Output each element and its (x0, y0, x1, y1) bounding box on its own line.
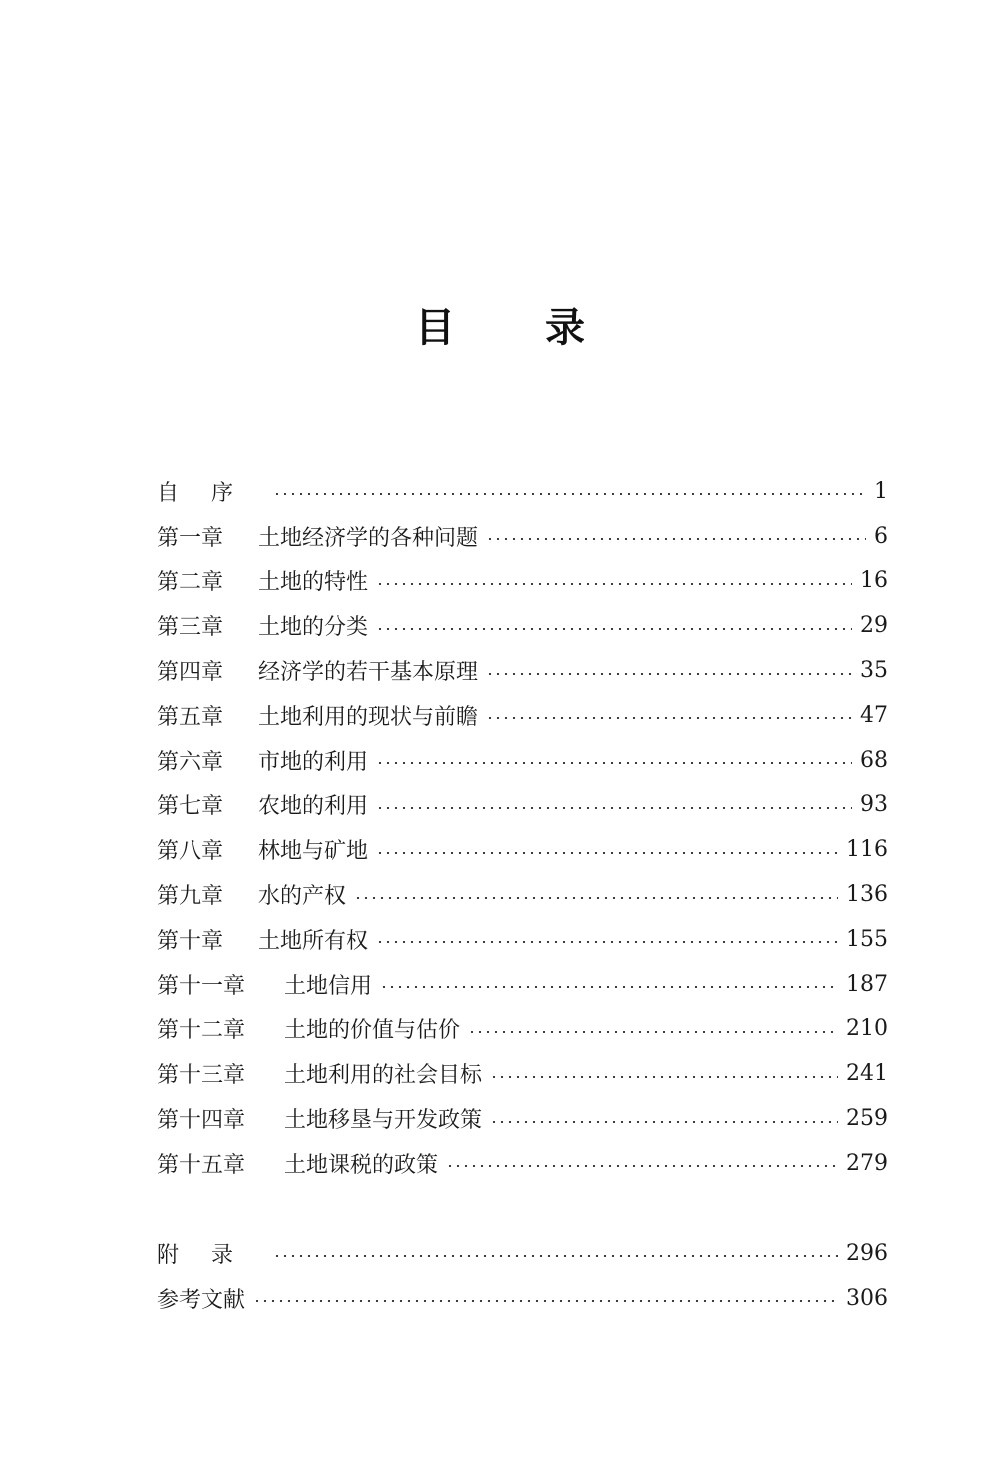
toc-chapter-label: 参考文献 (157, 1287, 246, 1313)
toc-entry[interactable] (157, 603, 888, 648)
toc-page-number: 241 (846, 1061, 888, 1087)
toc-entry-title: 土地利用的社会目标 (284, 1063, 483, 1089)
dot-leader (446, 1165, 838, 1167)
toc-page-number: 279 (846, 1150, 888, 1176)
page-title (0, 298, 1000, 358)
toc-entry-title: 土地信用 (284, 973, 373, 999)
toc-page-number: 136 (846, 882, 888, 908)
toc-page-number: 259 (846, 1106, 888, 1132)
toc-entry[interactable] (157, 872, 888, 917)
dot-leader (490, 1076, 838, 1078)
toc-page-number: 306 (846, 1285, 888, 1311)
toc-entry[interactable] (157, 917, 888, 962)
toc-chapter-label: 第十五章 (157, 1152, 246, 1178)
dot-leader (273, 1255, 838, 1257)
dot-leader (253, 1300, 838, 1302)
toc-entry[interactable] (157, 1231, 888, 1276)
toc-entry[interactable] (157, 1141, 888, 1186)
dot-leader (468, 1031, 838, 1033)
toc-entry[interactable] (157, 1051, 888, 1096)
dot-leader (376, 852, 838, 854)
back-matter-list (157, 1231, 888, 1321)
toc-entry-title: 市地的利用 (258, 749, 369, 775)
toc-entry-title: 林地与矿地 (258, 839, 369, 865)
toc-entry-title: 农地的利用 (258, 794, 369, 820)
toc-chapter-label: 第九章 (157, 884, 224, 910)
toc-chapter-label: 第十章 (157, 928, 224, 954)
toc-page-number: 187 (846, 971, 888, 997)
toc-entry-title: 土地利用的现状与前瞻 (258, 704, 479, 730)
toc-entry[interactable] (157, 827, 888, 872)
toc-chapter-label: 自序 (157, 480, 266, 506)
toc-entry[interactable] (157, 648, 888, 693)
toc-chapter-label: 第八章 (157, 839, 224, 865)
toc-chapter-label: 第一章 (157, 525, 224, 551)
toc-entry-title: 土地的分类 (258, 615, 369, 641)
toc-chapter-label: 第十四章 (157, 1108, 246, 1134)
toc-chapter-label: 附录 (157, 1242, 266, 1268)
dot-leader (380, 986, 838, 988)
toc-chapter-label: 第十三章 (157, 1063, 246, 1089)
dot-leader (490, 1121, 838, 1123)
toc-entry-title: 土地课税的政策 (284, 1152, 439, 1178)
title-char-2: 录 (545, 305, 585, 351)
toc-chapter-label: 第七章 (157, 794, 224, 820)
toc-entry-title: 土地移垦与开发政策 (284, 1108, 483, 1134)
toc-entry[interactable] (157, 559, 888, 604)
toc-entry[interactable] (157, 1276, 888, 1321)
dot-leader (376, 941, 838, 943)
toc-entry-title: 经济学的若干基本原理 (258, 660, 479, 686)
toc-chapter-label: 第十一章 (157, 973, 246, 999)
toc-page-number: 210 (846, 1016, 888, 1042)
toc-page-number: 6 (874, 523, 888, 549)
dot-leader (486, 538, 866, 540)
toc-page-number: 35 (860, 658, 888, 684)
table-of-contents (157, 469, 888, 1186)
dot-leader (376, 583, 852, 585)
toc-chapter-label: 第四章 (157, 660, 224, 686)
toc-entry-title: 土地的价值与估价 (284, 1018, 461, 1044)
dot-leader (273, 493, 866, 495)
toc-entry-title: 水的产权 (258, 884, 347, 910)
dot-leader (376, 762, 852, 764)
toc-page-number: 47 (860, 702, 888, 728)
toc-entry[interactable] (157, 783, 888, 828)
toc-entry-title: 土地经济学的各种问题 (258, 525, 479, 551)
toc-entry[interactable] (157, 1096, 888, 1141)
toc-entry-title: 土地的特性 (258, 570, 369, 596)
toc-page-number: 116 (846, 837, 888, 863)
toc-chapter-label: 第三章 (157, 615, 224, 641)
toc-page-number: 68 (860, 747, 888, 773)
dot-leader (486, 673, 852, 675)
dot-leader (486, 717, 852, 719)
dot-leader (354, 897, 838, 899)
toc-chapter-label: 第六章 (157, 749, 224, 775)
toc-entry[interactable] (157, 738, 888, 783)
toc-page-number: 296 (846, 1240, 888, 1266)
toc-chapter-label: 第十二章 (157, 1018, 246, 1044)
toc-chapter-label: 第二章 (157, 570, 224, 596)
dot-leader (376, 807, 852, 809)
toc-entry[interactable] (157, 962, 888, 1007)
toc-chapter-label: 第五章 (157, 704, 224, 730)
toc-page-number: 1 (874, 478, 888, 504)
toc-page-number: 93 (860, 792, 888, 818)
toc-page-number: 155 (846, 926, 888, 952)
toc-entry-title: 土地所有权 (258, 928, 369, 954)
title-char-1: 目 (415, 305, 455, 351)
toc-page-number: 16 (860, 568, 888, 594)
toc-entry[interactable] (157, 1007, 888, 1052)
dot-leader (376, 628, 852, 630)
toc-entry[interactable] (157, 693, 888, 738)
toc-entry[interactable] (157, 469, 888, 514)
toc-page-number: 29 (860, 613, 888, 639)
toc-entry[interactable] (157, 514, 888, 559)
